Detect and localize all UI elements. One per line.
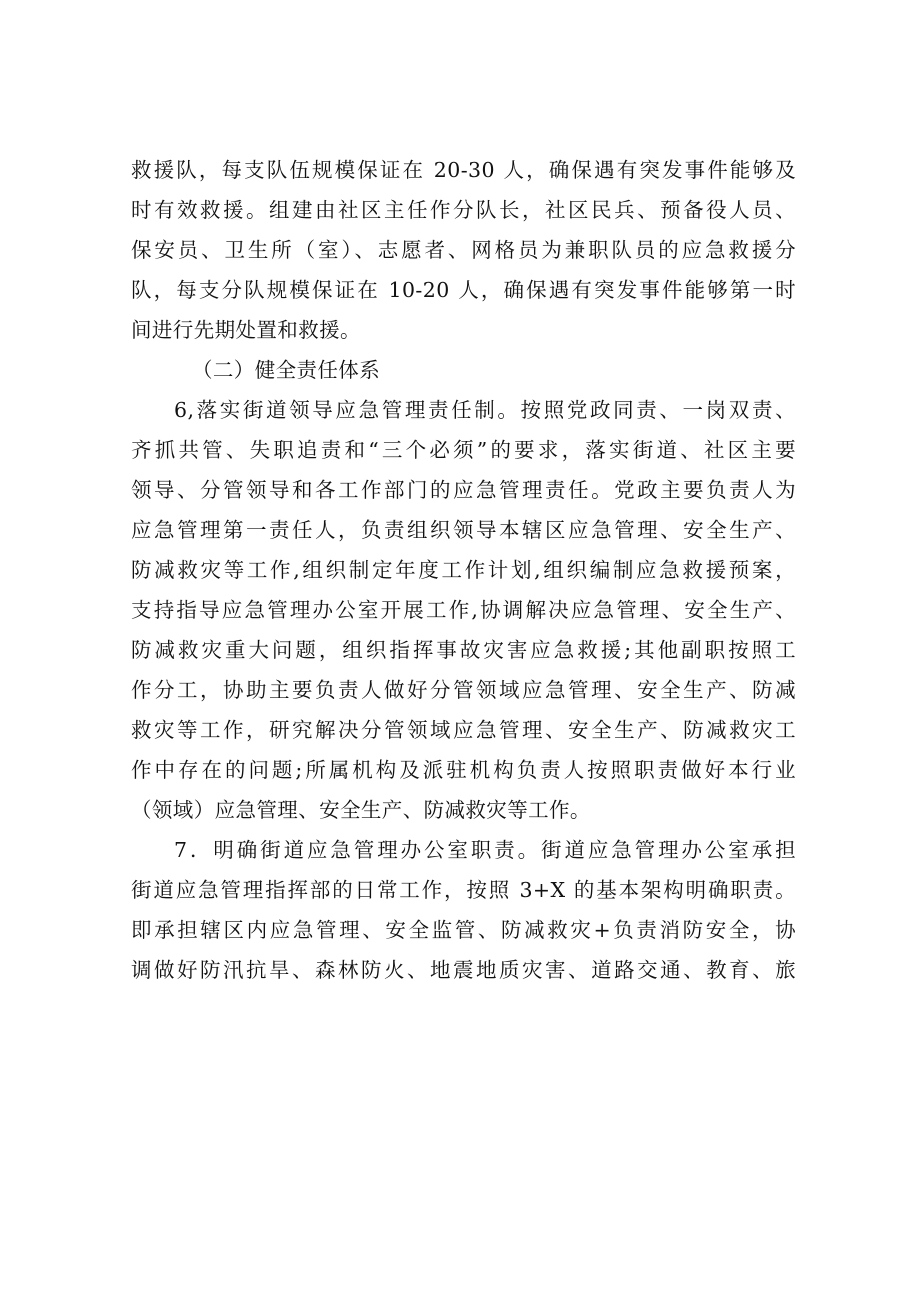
paragraph-line: 街道应急管理指挥部的日常工作，按照 3+X 的基本架构明确职责。 (131, 878, 796, 902)
paragraph-line: 6,落实街道领导应急管理责任制。按照党政同责、一岗双责、 (174, 398, 796, 422)
paragraph-line: 即承担辖区内应急管理、安全监管、防减救灾+负责消防安全，协 (131, 918, 796, 942)
paragraph-line: 间进行先期处置和救援。 (131, 318, 361, 342)
paragraph-line: 防减救灾重大问题，组织指挥事故灾害应急救援;其他副职按照工 (131, 638, 796, 662)
paragraph-line: 应急管理第一责任人，负责组织领导本辖区应急管理、安全生产、 (131, 518, 796, 542)
paragraph-line: 防减救灾等工作,组织制定年度工作计划,组织编制应急救援预案， (131, 558, 796, 582)
paragraph-line: 队，每支分队规模保证在 10-20 人，确保遇有突发事件能够第一时 (131, 278, 796, 302)
paragraph-line: （领域）应急管理、安全生产、防减救灾等工作。 (131, 798, 591, 822)
paragraph-line: 支持指导应急管理办公室开展工作,协调解决应急管理、安全生产、 (131, 598, 796, 622)
paragraph-line: 齐抓共管、失职追责和“三个必须”的要求，落实街道、社区主要 (131, 438, 796, 462)
section-heading: （二）健全责任体系 (192, 358, 381, 382)
paragraph-line: 领导、分管领导和各工作部门的应急管理责任。党政主要负责人为 (131, 478, 796, 502)
paragraph-line: 时有效救援。组建由社区主任作分队长，社区民兵、预备役人员、 (131, 198, 796, 222)
paragraph-line: 调做好防汛抗旱、森林防火、地震地质灾害、道路交通、教育、旅 (131, 958, 796, 982)
paragraph-line: 作分工，协助主要负责人做好分管领域应急管理、安全生产、防减 (131, 678, 796, 702)
paragraph-line: 救灾等工作，研究解决分管领域应急管理、安全生产、防减救灾工 (131, 718, 796, 742)
paragraph-line: 作中存在的问题;所属机构及派驻机构负责人按照职责做好本行业 (131, 758, 796, 782)
paragraph-line: 保安员、卫生所（室）、志愿者、网格员为兼职队员的应急救援分 (131, 238, 796, 262)
document-body (131, 150, 796, 990)
paragraph-line: 救援队，每支队伍规模保证在 20-30 人，确保遇有突发事件能够及 (131, 158, 796, 182)
paragraph-line: 7．明确街道应急管理办公室职责。街道应急管理办公室承担 (174, 838, 796, 862)
